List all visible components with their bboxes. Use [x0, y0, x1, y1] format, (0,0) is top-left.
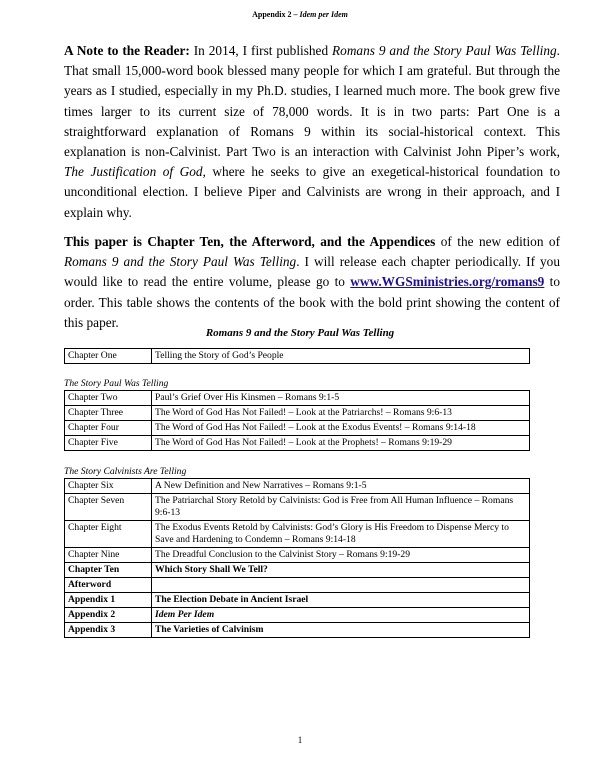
table-row [65, 436, 530, 451]
table-row [65, 593, 530, 608]
para1-lead: A Note to the Reader: [64, 43, 190, 58]
table-row [65, 421, 530, 436]
para2-lead: This paper is Chapter Ten, the Afterword, and the Appendices [64, 234, 436, 249]
table-row [65, 548, 530, 563]
title-cell: Which Story Shall We Tell? [152, 563, 530, 578]
chapter-cell: Chapter One [65, 349, 152, 364]
ministries-link[interactable]: www.WGSministries.org/romans9 [350, 274, 545, 290]
table-row [65, 578, 530, 593]
para2-text-1: of the new edition of [435, 234, 560, 249]
chapter-cell: Afterword [65, 578, 152, 593]
chapter-cell: Chapter Seven [65, 494, 152, 521]
chapter-cell: Chapter Two [65, 391, 152, 406]
table-row [65, 494, 530, 521]
para1-piper-title: The Justification of God, [64, 164, 206, 180]
header-title: Idem per Idem [299, 10, 348, 19]
section-label-calvinists: The Story Calvinists Are Telling [64, 466, 187, 477]
para2-book-title: Romans 9 and the Story Paul Was Telling [64, 254, 297, 270]
table-row [65, 521, 530, 548]
title-cell [152, 578, 530, 593]
table-row [65, 563, 530, 578]
title-cell: The Exodus Events Retold by Calvinists: God’s Glory is His Freedom to Dispense Mercy to Save and Hardening to Condemn – Romans 9:14-18 [152, 521, 530, 548]
chapter-cell: Chapter Three [65, 406, 152, 421]
para1-text-1: In 2014, I first published [189, 43, 333, 58]
chapter-cell: Appendix 2 [65, 608, 152, 623]
table-row [65, 608, 530, 623]
chapter-cell: Chapter Six [65, 479, 152, 494]
page-number: 1 [297, 735, 303, 745]
para1-text-3: where he seeks to give an exegetical-historical foundation to unconditional election. I believe Piper and Calvinists are wrong in their approach, and I explain why. [64, 164, 560, 220]
chapter-cell: Chapter Five [65, 436, 152, 451]
chapter-cell: Chapter Four [65, 421, 152, 436]
para1-text-2: . That small 15,000-word book blessed many people for which I am grateful. But through the years as I studied, especially in my Ph.D. studies, I learned much more. The book grew five times larger to its current size of 78,000 words. It is in two parts: Part One is a straightforward explanation of Romans 9 within its social-historical context. This explanation is non-Calvinist. Part Two is an interaction with Calvinist John Piper’s work, [64, 43, 560, 160]
table-row [65, 479, 530, 494]
title-cell: The Varieties of Calvinism [152, 623, 530, 638]
table-row [65, 349, 530, 364]
title-cell: Paul’s Grief Over His Kinsmen – Romans 9:1-5 [152, 391, 530, 406]
section-label-paul: The Story Paul Was Telling [64, 378, 169, 389]
title-cell: Telling the Story of God’s People [152, 349, 530, 364]
title-cell: The Word of God Has Not Failed! – Look at the Exodus Events! – Romans 9:14-18 [152, 421, 530, 436]
note-to-reader-paragraph [64, 41, 560, 223]
title-cell: The Word of God Has Not Failed! – Look at the Patriarchs! – Romans 9:6-13 [152, 406, 530, 421]
table-row [65, 406, 530, 421]
chapter-cell: Appendix 3 [65, 623, 152, 638]
contents-table-calvinists [64, 478, 530, 638]
chapter-cell: Appendix 1 [65, 593, 152, 608]
contents-table-paul [64, 390, 530, 451]
header-prefix: Appendix 2 – [252, 10, 300, 19]
contents-table-intro [64, 348, 530, 364]
para2-text-2: . I will release each chapter periodically. If you would like to read the entire volume, please go to [64, 254, 560, 290]
title-cell: The Election Debate in Ancient Israel [152, 593, 530, 608]
chapter-cell: Chapter Nine [65, 548, 152, 563]
paper-description-paragraph [64, 232, 560, 333]
table-row [65, 623, 530, 638]
table-title: Romans 9 and the Story Paul Was Telling [205, 327, 395, 339]
title-cell: Idem Per Idem [152, 608, 530, 623]
chapter-cell: Chapter Ten [65, 563, 152, 578]
table-row [65, 391, 530, 406]
title-cell: A New Definition and New Narratives – Romans 9:1-5 [152, 479, 530, 494]
para2-text-3: to order. This table shows the contents of the book with the bold print showing the content of this paper. [64, 274, 560, 330]
title-cell: The Patriarchal Story Retold by Calvinists: God is Free from All Human Influence – Romans 9:6-13 [152, 494, 530, 521]
running-header [0, 10, 600, 19]
chapter-cell: Chapter Eight [65, 521, 152, 548]
title-cell: The Word of God Has Not Failed! – Look at the Prophets! – Romans 9:19-29 [152, 436, 530, 451]
title-cell: The Dreadful Conclusion to the Calvinist Story – Romans 9:19-29 [152, 548, 530, 563]
para1-book-title: Romans 9 and the Story Paul Was Telling [332, 43, 557, 58]
